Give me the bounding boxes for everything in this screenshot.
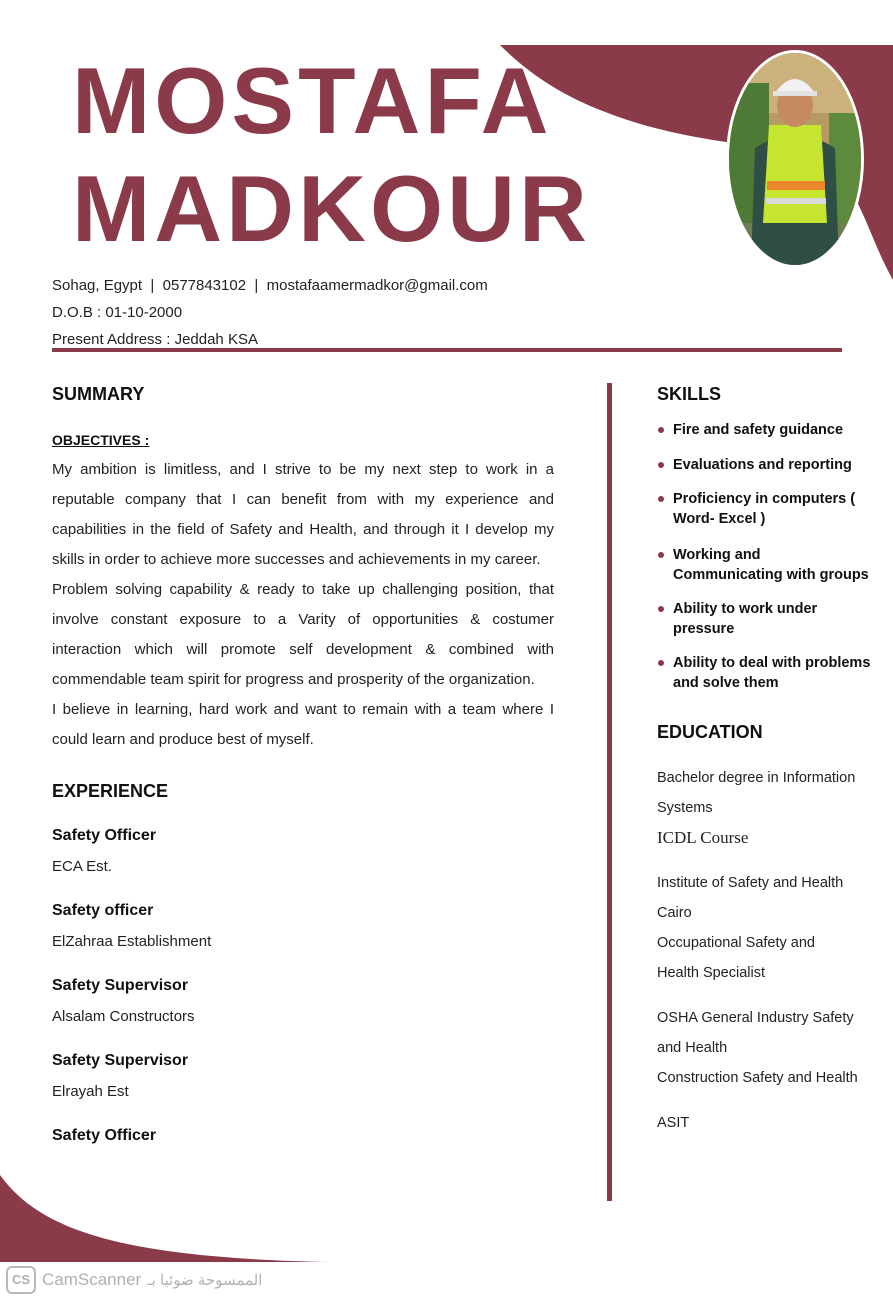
camscanner-text: CamScanner (42, 1270, 142, 1289)
last-name: MADKOUR (72, 156, 591, 261)
education-item: OSHA General Industry Safety and Health (657, 1010, 854, 1056)
skill-item (658, 489, 878, 529)
objectives-label: OBJECTIVES : (52, 432, 150, 448)
camscanner-watermark (6, 1266, 262, 1294)
date-of-birth: D.O.B : 01-10-2000 (52, 304, 183, 321)
education-item: Bachelor degree in Information Systems (657, 770, 856, 816)
skills-heading: SKILLS (657, 384, 722, 404)
skill-item (658, 455, 878, 475)
bullet-icon (658, 660, 664, 666)
education-item: ASIT (657, 1115, 690, 1131)
profile-photo (726, 50, 864, 268)
objective-paragraph-2: Problem solving capability & ready to take up challenging position, that involve constant exposure to a Varity of opportunities & costumer interaction which will promote self development & combined with commendable team spirit for progress and prosperity of the organization. (52, 581, 554, 688)
skill-item (658, 599, 838, 639)
footer-swoosh (0, 1170, 340, 1270)
skill-label: Proficiency in computers ( Word- Excel ) (673, 491, 856, 527)
experience-company: Alsalam Constructors (52, 1008, 195, 1025)
experience-heading: EXPERIENCE (52, 781, 169, 801)
experience-title: Safety Supervisor (52, 1052, 189, 1069)
bullet-icon (658, 606, 664, 612)
column-divider (607, 383, 612, 1201)
education-item: Construction Safety and Health (657, 1070, 858, 1086)
experience-company: Elrayah Est (52, 1083, 129, 1100)
header-divider (52, 348, 842, 352)
summary-heading: SUMMARY (52, 384, 145, 404)
skill-item (658, 545, 873, 585)
skill-item (658, 420, 878, 440)
experience-title: Safety Officer (52, 1127, 157, 1144)
skill-label: Ability to work under pressure (673, 601, 818, 637)
skill-item (658, 653, 878, 693)
skill-label: Evaluations and reporting (673, 457, 852, 473)
skill-label: Fire and safety guidance (673, 422, 844, 438)
education-heading: EDUCATION (657, 722, 763, 742)
bullet-icon (658, 462, 664, 468)
camscanner-arabic-text: الممسوحة ضوئيا بـ (147, 1272, 263, 1289)
experience-title: Safety officer (52, 902, 154, 919)
objective-paragraph-1: My ambition is limitless, and I strive to be my next step to work in a reputable company that I can benefit from with my experience and capabilities in the field of Safety and Health, and through it I develop my skills in order to achieve more successes and achievements in my career. (52, 461, 554, 568)
experience-title: Safety Officer (52, 827, 157, 844)
bullet-icon (658, 427, 664, 433)
objective-paragraph-3: I believe in learning, hard work and want to remain with a team where I could learn and produce best of myself. (52, 701, 554, 748)
education-item: ICDL Course (657, 828, 749, 847)
present-address: Present Address : Jeddah KSA (52, 331, 258, 348)
skill-label: Working and Communicating with groups (673, 547, 869, 583)
bullet-icon (658, 552, 664, 558)
experience-company: ElZahraa Establishment (52, 933, 212, 950)
skill-label: Ability to deal with problems and solve them (673, 655, 871, 691)
bullet-icon (658, 496, 664, 502)
contact-line: Sohag, Egypt | 0577843102 | mostafaamermadkor@gmail.com (52, 277, 488, 294)
experience-title: Safety Supervisor (52, 977, 189, 994)
education-item: Occupational Safety and Health Specialist (657, 935, 815, 981)
camscanner-logo-icon: CS (6, 1266, 36, 1294)
education-item: Institute of Safety and Health Cairo (657, 875, 844, 921)
first-name: MOSTAFA (72, 48, 553, 153)
experience-company: ECA Est. (52, 858, 113, 875)
